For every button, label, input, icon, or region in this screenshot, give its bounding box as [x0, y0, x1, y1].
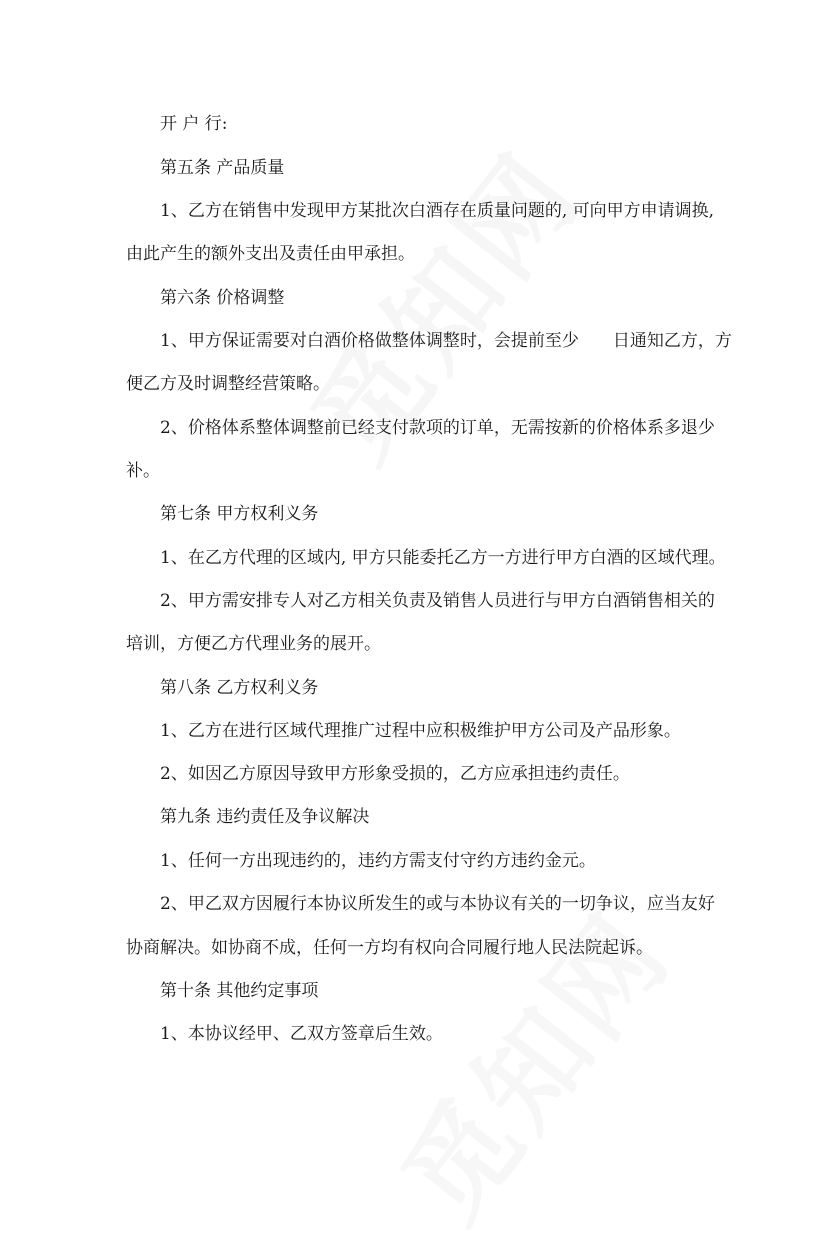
article-6-clause-2-line-2: 补。 — [126, 461, 160, 481]
article-6-clause-1-part-a: 1、甲方保证需要对白酒价格做整体调整时，会提前至少 — [160, 331, 579, 351]
article-6-clause-1-line-1 — [160, 330, 732, 352]
article-10-heading: 第十条 其他约定事项 — [160, 981, 319, 1001]
article-8-clause-1: 1、乙方在进行区域代理推广过程中应积极维护甲方公司及产品形象。 — [160, 721, 681, 741]
article-7-clause-2-line-2: 培训，方便乙方代理业务的展开。 — [126, 634, 381, 654]
article-8-heading: 第八条 乙方权利义务 — [160, 678, 319, 698]
article-8-clause-2: 2、如因乙方原因导致甲方形象受损的，乙方应承担违约责任。 — [160, 764, 630, 784]
article-6-clause-2-line-1: 2、价格体系整体调整前已经支付款项的订单，无需按新的价格体系多退少 — [160, 418, 715, 438]
article-9-clause-2-line-1: 2、甲乙双方因履行本协议所发生的或与本协议有关的一切争议，应当友好 — [160, 894, 715, 914]
article-9-clause-1: 1、任何一方出现违约的，违约方需支付守约方违约金元。 — [160, 851, 596, 871]
article-7-clause-1: 1、在乙方代理的区域内, 甲方只能委托乙方一方进行甲方白酒的区域代理。 — [160, 548, 726, 568]
article-6-clause-1-part-b: 日通知乙方，方 — [612, 331, 732, 351]
article-6-clause-1-line-2: 便乙方及时调整经营策略。 — [126, 374, 330, 394]
article-7-clause-2-line-1: 2、甲方需安排专人对乙方相关负责及销售人员进行与甲方白酒销售相关的 — [160, 591, 715, 611]
article-9-clause-2-line-2: 协商解决。如协商不成，任何一方均有权向合同履行地人民法院起诉。 — [126, 938, 653, 958]
article-6-heading: 第六条 价格调整 — [160, 288, 285, 308]
article-5-heading: 第五条 产品质量 — [160, 158, 285, 178]
article-9-heading: 第九条 违约责任及争议解决 — [160, 807, 370, 827]
bank-label: 开 户 行: — [160, 114, 228, 134]
article-7-heading: 第七条 甲方权利义务 — [160, 504, 319, 524]
article-10-clause-1: 1、本协议经甲、乙双方签章后生效。 — [160, 1024, 443, 1044]
article-5-clause-1-line-1: 1、乙方在销售中发现甲方某批次白酒存在质量问题的, 可向甲方申请调换, — [160, 201, 715, 221]
article-5-clause-1-line-2: 由此产生的额外支出及责任由甲承担。 — [126, 244, 415, 264]
watermark-lower — [360, 876, 699, 1247]
